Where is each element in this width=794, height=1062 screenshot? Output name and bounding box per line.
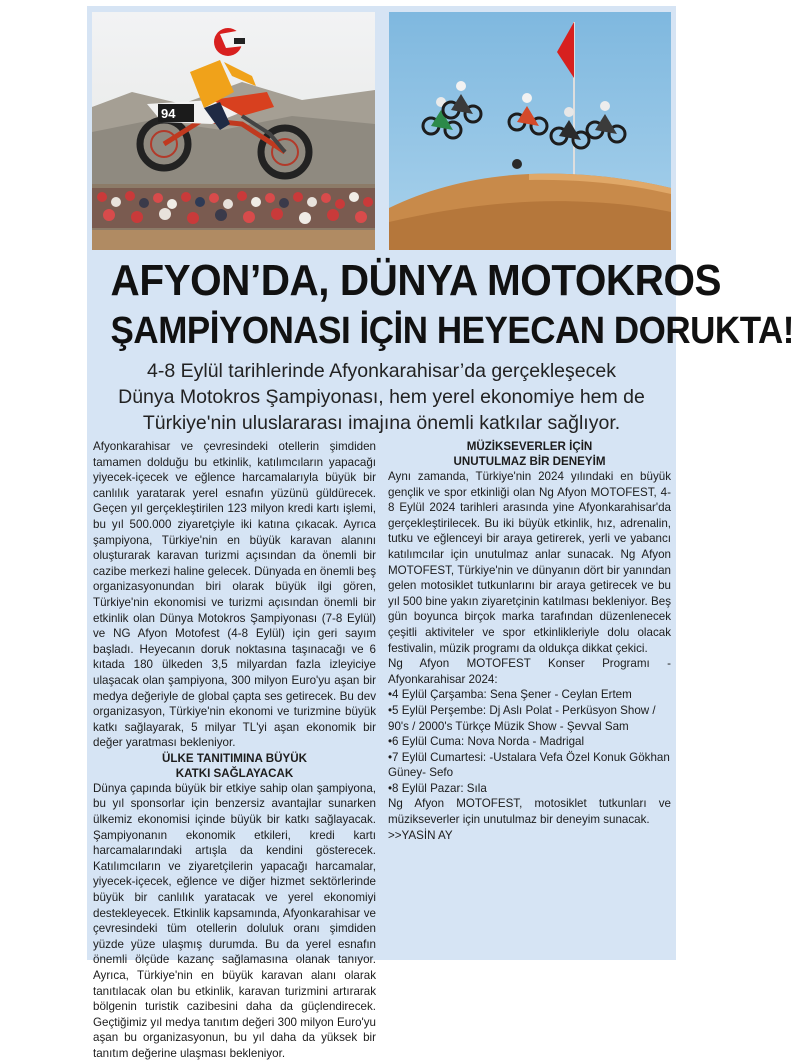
- program-title: Ng Afyon MOTOFEST Konser Programı - Afyonkarahisar 2024:: [388, 657, 671, 686]
- article-column-right: [388, 439, 671, 843]
- headline-line-2: ŞAMPİYONASI İÇİN HEYECAN DORUKTA!: [110, 310, 794, 352]
- motocross-jump-photo: [389, 12, 671, 250]
- subheading-2-line-1: MÜZİKSEVERLER İÇİN: [466, 440, 593, 453]
- lead-paragraph: [97, 358, 666, 436]
- article-column-left: [93, 439, 376, 1062]
- subheading-1-line-1: ÜLKE TANITIMINA BÜYÜK: [162, 751, 307, 765]
- program-item: •6 Eylül Cuma: Nova Norda - Madrigal: [388, 735, 585, 749]
- lead-line-3: Türkiye'nin uluslararası imajına önemli katkılar sağlıyor.: [142, 412, 621, 434]
- subheading-2-line-2: UNUTULMAZ BİR DENEYİM: [453, 455, 606, 468]
- headline-line-1: AFYON’DA, DÜNYA MOTOKROS: [110, 256, 722, 305]
- byline: >>YASİN AY: [388, 828, 453, 842]
- body-paragraph-2: Dünya çapında büyük bir etkiye sahip olan şampiyona, bu yıl sponsorlar için benzersiz avantajlar sunarken ülkemiz ekonomisi içinde büyük bir katkı sağlayacak. Şampiyonanın ekonomik etkileri, kredi kartı harcamalarındaki artışla da kendini gösterecek. Katılımcıların ve ziyaretçilerin yapacağı harcamalar, yiyecek-içecek, eğlence ve diğer hizmet sektörlerinde büyük bir canlılık yaratacak ve yerel ekonomiyi destekleyecek. Etkinlik kapsamında, Afyonkarahisar ve çevresindeki tüm otellerin doluluk oranı şimdiden yüzde yüze ulaşmış durumda. Bu da yerel esnafın önemli ölçüde kazanç sağlamasına olanak tanıyor. Ayrıca, Türkiye'nin en büyük karavan alanı olarak tanıtılacak olan bu etkinlik, karavan turizmini artırarak bölgenin turistik cazibesini daha da güçlendirecek. Geçtiğimiz yıl medya tanıtım değeri 300 milyon Euro'yu aşan bu organizasyonun, bu yıl daha da yüksek bir tanıtım değerine ulaşması bekleniyor.: [93, 781, 376, 1060]
- program-item: •7 Eylül Cumartesi: -Ustalara Vefa Özel Konuk Gökhan Güney- Sefo: [388, 750, 670, 780]
- program-item: •5 Eylül Perşembe: Dj Aslı Polat - Perküsyon Show / 90's / 2000's Türkçe Müzik Show - Şevval Sam: [388, 703, 656, 733]
- body-paragraph-3: Aynı zamanda, Türkiye'nin 2024 yılındaki en büyük gençlik ve spor etkinliği olan Ng Afyon MOTOFEST, 4-8 Eylül 2024 tarihleri arasında yine Afyonkarahisar'da gerçekleştirilecek. Bu iki büyük etkinlik, hız, adrenalin, tutku ve eğlenceyi bir araya getirerek, yerli ve yabancı katılımcılar için unutulmaz anlar sunacak. Ng Afyon MOTOFEST, Türkiye'nin ve dünyanın dört bir yanından gelen motosiklet tutkunlarını bir araya getirecek ve bu yıl 500 bine yakın ziyaretçinin katılması bekleniyor. Beş gün boyunca birçok marka tarafından düzenlenecek çeşitli aktiviteler ve spor etkinlikleriyle dolu olacak festivalin, müzik programı da oldukça dikkat çekici.: [388, 470, 671, 655]
- subheading-1-line-2: KATKI SAĞLAYACAK: [175, 766, 294, 780]
- body-paragraph-1: Afyonkarahisar ve çevresindeki otellerin şimdiden tamamen dolduğu bu etkinlik, katılımcıların yapacağı yiyecek-içecek ve eğlence harcamalarıyla büyük bir canlılık yaratarak yerel esnafın yüzünü güldürecek. Geçen yıl gerçekleştirilen 123 milyon kredi kartı işlemi, bu yıl 500.000 ziyaretçiyle iki katına çıkacak. Ayrıca şampiyona, Türkiye'nin en büyük karavan alanını oluşturarak karavan turizmi açısından da önemli bir cazibe merkezi haline gelecek. Dünyada en önemli beş organizasyonundan biri olarak büyük ilgi gören, Türkiye'nin ekonomisi ve turizmi açısından önemli bir etkinlik olan Dünya Motokros Şampiyonası (7-8 Eylül) ve NG Afyon Motofest (4-8 Eylül) için geri sayım başladı. Heyecanın doruk noktasına taşınacağı ve 6 kıtada 180 ülkeden 3,5 milyardan fazla izleyiciye ulaşacak olan şampiyona, 300 milyon Euro'yu aşan bir medya değeriyle de global çapta ses getirecek. Bu dev organizasyon, Türkiye'nin ekonomi ve turizmine büyük katkı sağlayarak, 5 milyar TL'yi aşan ekonomik bir değer yaratması bekleniyor.: [93, 440, 376, 750]
- motocross-rider-photo: [92, 12, 375, 250]
- lead-line-1: 4-8 Eylül tarihlerinde Afyonkarahisar’da gerçekleşecek: [147, 360, 616, 382]
- program-item: •8 Eylül Pazar: Sıla: [388, 781, 487, 795]
- closing-paragraph: Ng Afyon MOTOFEST, motosiklet tutkunları ve müzikseverler için unutulmaz bir deneyim sunacak.: [388, 797, 671, 827]
- program-item: •4 Eylül Çarşamba: Sena Şener - Ceylan Ertem: [388, 688, 632, 702]
- subheading-1: [93, 751, 376, 781]
- bike-number: 94: [161, 106, 176, 121]
- subheading-2: [388, 439, 671, 469]
- lead-line-2: Dünya Motokros Şampiyonası, hem yerel ekonomiye hem de: [118, 386, 645, 408]
- newspaper-page: [87, 6, 794, 1060]
